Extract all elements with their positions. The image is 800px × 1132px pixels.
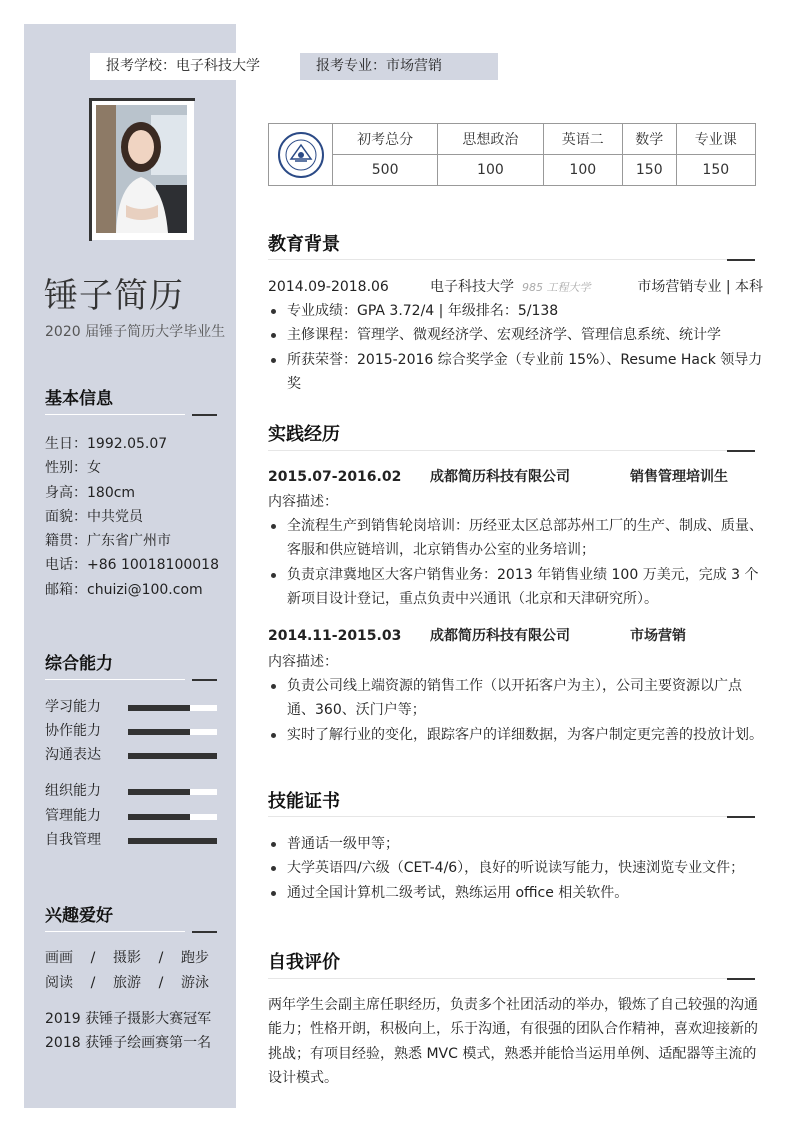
university-logo-cell [269, 124, 333, 186]
ability-row [45, 721, 220, 741]
job-bullet-list [268, 514, 763, 611]
score-value-cell: 150 [622, 155, 676, 186]
basic-info-divider-accent [192, 414, 217, 416]
ability-row [45, 697, 220, 717]
abilities-divider [45, 679, 185, 680]
skill-bullet: 普通话一级甲等； [268, 832, 763, 856]
resume-subtitle: 2020 届锤子简历大学毕业生 [45, 324, 226, 340]
ability-bar [128, 753, 217, 759]
skill-bullet: 通过全国计算机二级考试，熟练运用 office 相关软件。 [268, 881, 763, 905]
hobby-item: 旅游 [113, 975, 141, 991]
ability-label: 沟通表达 [45, 747, 101, 763]
ability-label: 学习能力 [45, 699, 101, 715]
score-value-cell: 150 [676, 155, 755, 186]
job-desc-label: 内容描述： [268, 654, 338, 670]
job-bullet-list [268, 674, 763, 747]
education-title: 教育背景 [268, 234, 340, 255]
ability-bar [128, 789, 217, 795]
ability-bar-fill [128, 814, 190, 820]
profile-photo [96, 105, 187, 233]
abilities-title: 综合能力 [45, 654, 113, 674]
ability-bar [128, 814, 217, 820]
ability-row [45, 830, 220, 850]
info-height: 身高：180cm [45, 484, 136, 501]
job-desc-label: 内容描述： [268, 494, 338, 510]
hobby-row [45, 948, 209, 968]
abilities-divider-accent [192, 679, 217, 681]
hobbies-divider [45, 931, 185, 932]
basic-info-list [45, 432, 219, 602]
hobby-separator: / [90, 950, 96, 966]
hobbies-divider-accent [192, 931, 217, 933]
skills-title: 技能证书 [268, 791, 340, 812]
score-header-cell: 初考总分 [333, 124, 438, 155]
award-item: 2018 获锤子绘画赛第一名 [45, 1035, 212, 1051]
self-eval-title: 自我评价 [268, 952, 340, 973]
university-seal-icon [277, 131, 325, 179]
hobby-item: 跑步 [181, 950, 209, 966]
resume-name: 锤子简历 [44, 276, 184, 316]
ability-row [45, 806, 220, 826]
experience-divider [268, 450, 755, 451]
hobby-separator: / [158, 950, 164, 966]
ability-label: 组织能力 [45, 783, 101, 799]
job-company: 成都简历科技有限公司 [430, 628, 570, 644]
score-value-cell: 100 [438, 155, 543, 186]
score-header-row [269, 124, 756, 155]
basic-info-divider [45, 414, 185, 415]
award-item: 2019 获锤子摄影大赛冠军 [45, 1011, 212, 1027]
info-political-status: 面貌：中共党员 [45, 508, 143, 525]
job-role: 市场营销 [630, 628, 686, 644]
job-bullet: 负责京津冀地区大客户销售业务：2013 年销售业绩 100 万美元，完成 3 个新项目设计登记，重点负责中兴通讯（北京和天津研究所）。 [268, 563, 763, 612]
hobby-separator: / [90, 975, 96, 991]
ability-bar [128, 838, 217, 844]
ability-bar-fill [128, 789, 190, 795]
education-school-wrap [430, 277, 591, 298]
education-degree: 市场营销专业 | 本科 [637, 279, 763, 295]
ability-label: 协作能力 [45, 723, 101, 739]
basic-info-title: 基本信息 [45, 389, 113, 409]
ability-row [45, 745, 220, 765]
job-bullet: 全流程生产到销售轮岗培训：历经亚太区总部苏州工厂的生产、制成、质量、客服和供应链培训，北京销售办公室的业务培训； [268, 514, 763, 563]
score-value-row [269, 155, 756, 186]
education-divider-accent [727, 259, 755, 261]
education-period: 2014.09-2018.06 [268, 279, 389, 295]
hobby-item: 摄影 [113, 950, 141, 966]
info-birthday: 生日：1992.05.07 [45, 436, 168, 452]
score-value-cell: 500 [333, 155, 438, 186]
education-school-tag: 985 工程大学 [522, 281, 591, 294]
score-header-cell: 思想政治 [438, 124, 543, 155]
ability-bar-fill [128, 753, 217, 759]
profile-photo-frame [89, 98, 194, 240]
info-gender: 性别：女 [45, 460, 101, 477]
ability-row [45, 781, 220, 801]
score-header-cell: 英语二 [543, 124, 622, 155]
job-period: 2014.11-2015.03 [268, 628, 402, 644]
score-value-cell: 100 [543, 155, 622, 186]
ability-bar-fill [128, 838, 217, 844]
experience-divider-accent [727, 450, 755, 452]
hobby-item: 阅读 [45, 975, 73, 991]
job-company: 成都简历科技有限公司 [430, 469, 570, 485]
hobby-separator: / [158, 975, 164, 991]
skills-divider-accent [727, 816, 755, 818]
ability-bar-fill [128, 705, 190, 711]
self-eval-text: 两年学生会副主席任职经历，负责多个社团活动的举办，锻炼了自己较强的沟通能力；性格开朗，积极向上，乐于沟通，有很强的团队合作精神，喜欢迎接新的挑战；有项目经验，熟悉 MVC 模式，熟悉并能恰当运用单例、适配器等主流的设计模式。 [268, 997, 758, 1086]
info-email: 邮箱：chuizi@100.com [45, 581, 203, 598]
ability-label: 自我管理 [45, 832, 101, 848]
exam-score-table [268, 123, 756, 186]
job-bullet: 负责公司线上端资源的销售工作（以开拓客户为主），公司主要资源以广点通、360、沃门户等； [268, 674, 763, 723]
skill-bullet: 大学英语四/六级（CET-4/6），良好的听说读写能力，快速浏览专业文件； [268, 856, 763, 880]
education-school: 电子科技大学 [430, 279, 514, 295]
info-hometown: 籍贯：广东省广州市 [45, 533, 171, 550]
hobbies-title: 兴趣爱好 [45, 906, 113, 926]
education-bullet-list [268, 299, 763, 396]
ability-bar [128, 705, 217, 711]
education-bullet: 所获荣誉：2015-2016 综合奖学金（专业前 15%）、Resume Hack 领导力奖 [268, 348, 763, 397]
info-phone: 电话：+86 10018100018 [45, 557, 219, 574]
target-major-tag: 报考专业：市场营销 [300, 53, 498, 80]
hobby-row [45, 973, 209, 993]
job-role: 销售管理培训生 [630, 469, 728, 485]
job-bullet: 实时了解行业的变化，跟踪客户的详细数据，为客户制定更完善的投放计划。 [268, 723, 763, 747]
hobby-item: 游泳 [181, 975, 209, 991]
self-eval-divider-accent [727, 978, 755, 980]
ability-bar-fill [128, 729, 190, 735]
target-school-tag: 报考学校：电子科技大学 [90, 53, 286, 80]
ability-label: 管理能力 [45, 808, 101, 824]
skills-bullet-list [268, 832, 763, 905]
skills-divider [268, 816, 755, 817]
education-bullet: 主修课程：管理学、微观经济学、宏观经济学、管理信息系统、统计学 [268, 323, 763, 347]
education-divider [268, 259, 755, 260]
hobby-item: 画画 [45, 950, 73, 966]
job-period: 2015.07-2016.02 [268, 469, 402, 485]
self-eval-divider [268, 978, 755, 979]
score-header-cell: 专业课 [676, 124, 755, 155]
experience-title: 实践经历 [268, 424, 340, 445]
education-bullet: 专业成绩：GPA 3.72/4 | 年级排名：5/138 [268, 299, 763, 323]
ability-bar [128, 729, 217, 735]
score-header-cell: 数学 [622, 124, 676, 155]
